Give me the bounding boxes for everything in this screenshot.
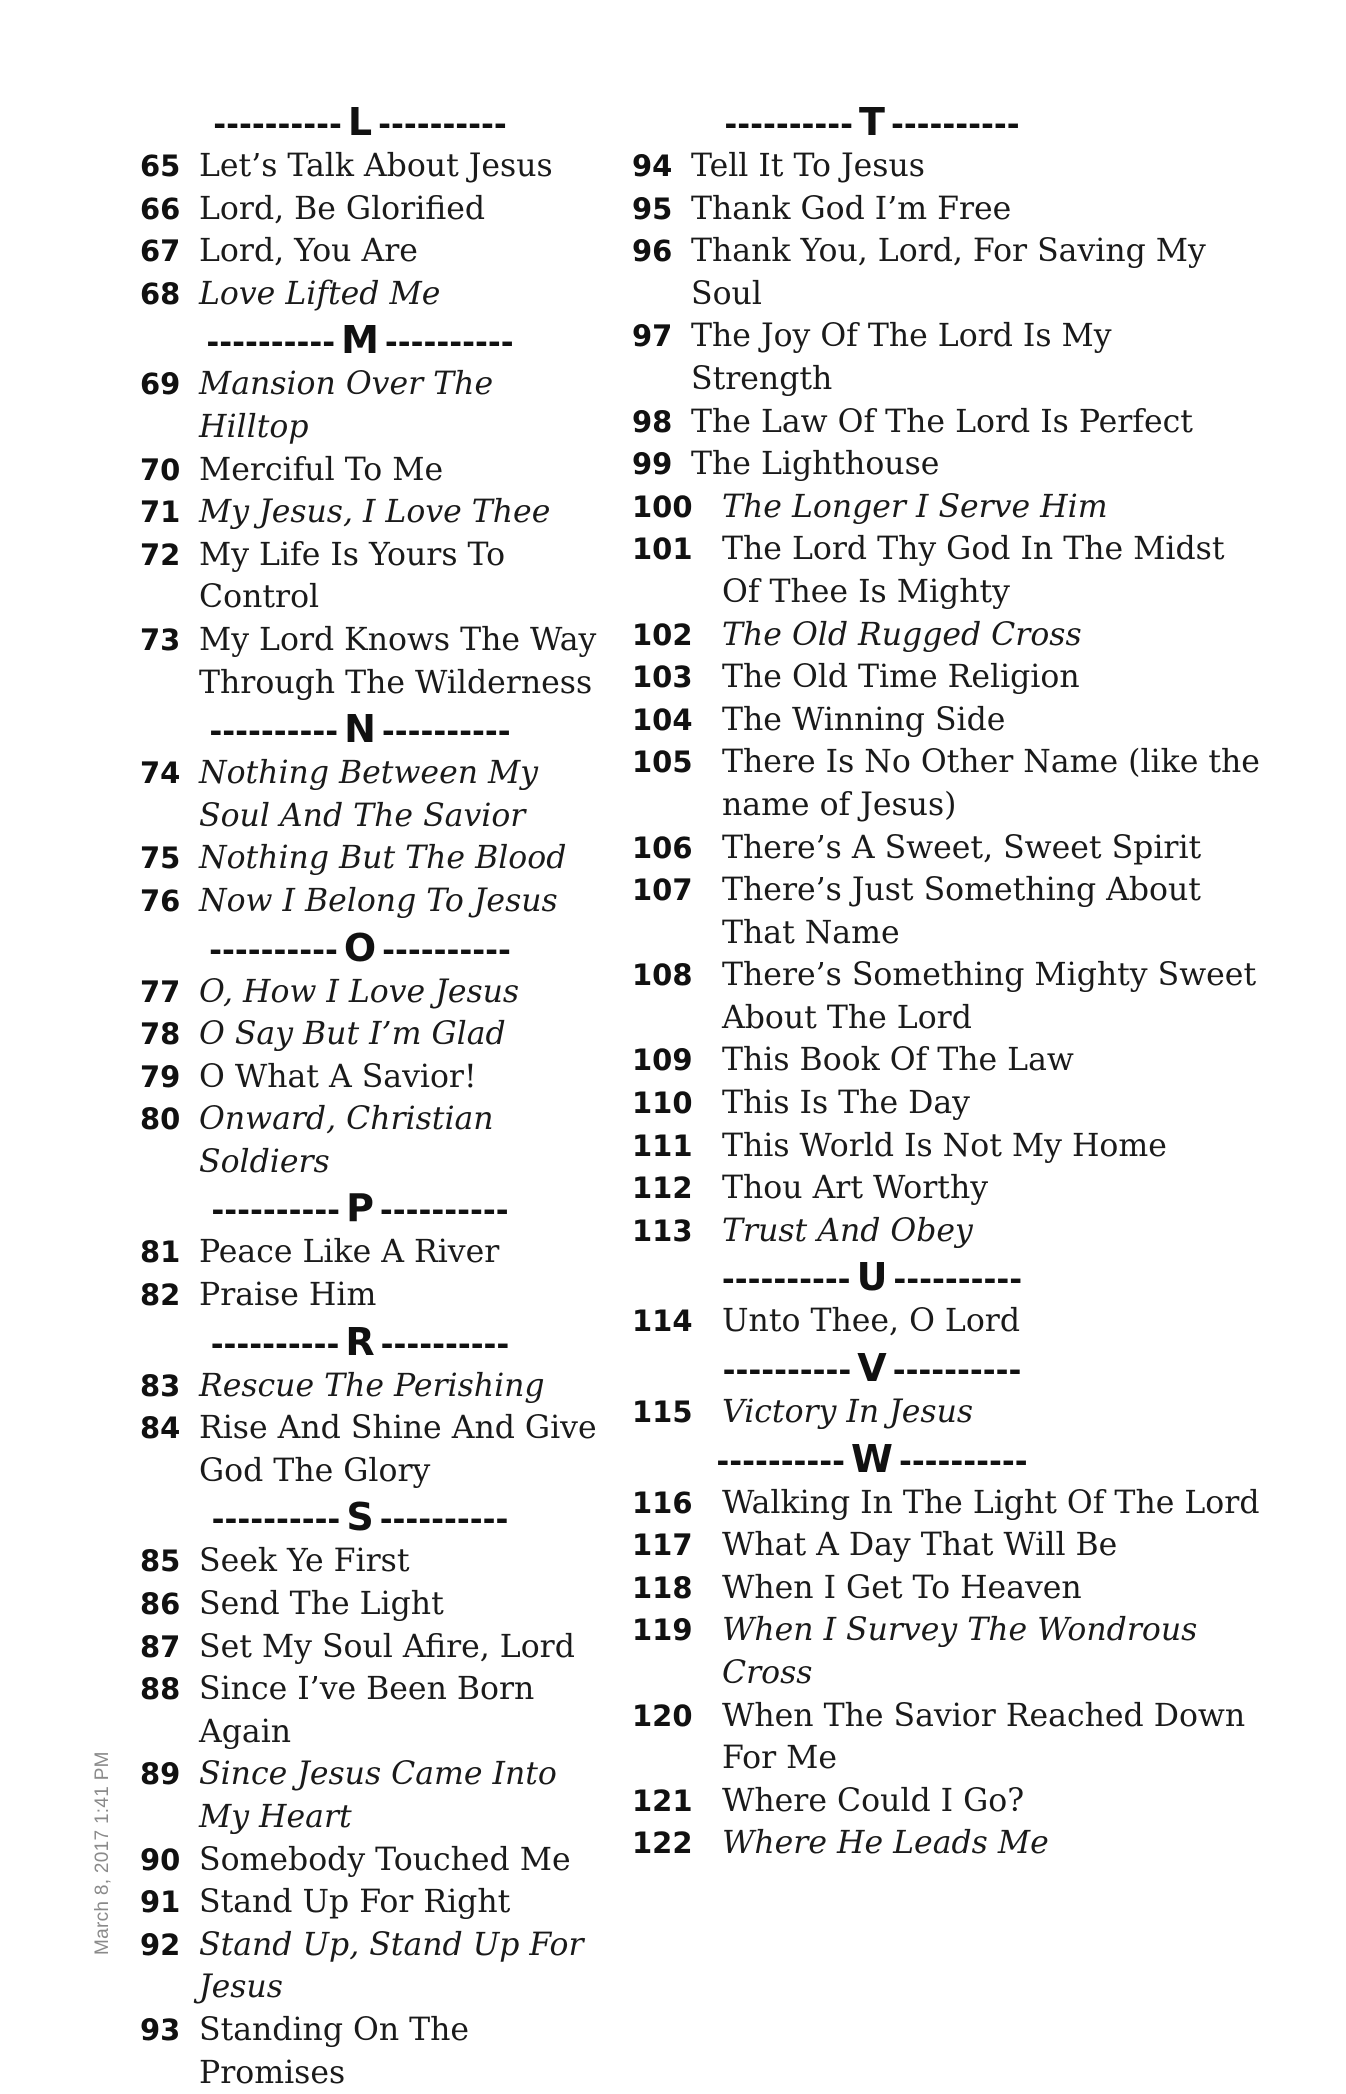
hymn-entry <box>632 401 1282 444</box>
hymn-title: My Lord Knows The Way Through The Wilderness <box>199 621 597 701</box>
hymn-number: 101 <box>632 532 693 567</box>
hymn-entry <box>140 752 610 837</box>
hymn-entry <box>632 741 1282 826</box>
hymn-number: 81 <box>140 1235 181 1270</box>
hymn-entry <box>632 486 1282 529</box>
heading-dashes-right: ---------- <box>892 1353 1022 1390</box>
heading-dashes-right: ---------- <box>890 107 1020 143</box>
hymn-title: Rescue The Perishing <box>199 1367 545 1404</box>
section-l <box>140 101 610 315</box>
section-heading <box>140 708 580 750</box>
hymn-title: This Is The Day <box>722 1085 970 1122</box>
heading-dashes-right: ---------- <box>381 714 511 751</box>
hymn-entry <box>632 1300 1282 1343</box>
hymn-title: O What A Savior! <box>199 1058 477 1095</box>
heading-dashes-left: ---------- <box>722 1353 852 1390</box>
hymn-number: 116 <box>632 1485 693 1520</box>
hymn-title: My Life Is Yours To Control <box>199 536 506 616</box>
hymn-title: Unto Thee, O Lord <box>722 1303 1021 1340</box>
heading-dashes-left: ---------- <box>724 107 854 143</box>
hymn-entry <box>140 971 610 1014</box>
hymn-title: Thou Art Worthy <box>722 1170 989 1207</box>
hymn-title: When I Survey The Wondrous Cross <box>722 1612 1198 1691</box>
hymn-entry <box>140 619 610 704</box>
hymn-number: 76 <box>140 883 181 918</box>
section-heading <box>632 1438 1112 1480</box>
hymn-entry <box>140 880 610 923</box>
hymn-title: Standing On The Promises <box>199 2011 470 2091</box>
hymn-number: 97 <box>632 319 673 354</box>
hymn-entry <box>632 699 1282 742</box>
section-letter: P <box>346 1186 374 1231</box>
hymn-entry <box>632 869 1282 954</box>
heading-dashes-right: ---------- <box>380 1326 510 1363</box>
hymn-title: When The Savior Reached Down For Me <box>722 1697 1246 1777</box>
hymn-title: There’s Just Something About That Name <box>722 872 1201 951</box>
hymn-title: Tell It To Jesus <box>691 148 925 184</box>
hymn-title: Where He Leads Me <box>722 1825 1049 1862</box>
hymn-entry <box>140 1924 610 2009</box>
hymn-number: 84 <box>140 1411 181 1446</box>
section-heading <box>140 1496 580 1538</box>
section-heading <box>140 101 580 143</box>
hymn-title: Victory In Jesus <box>722 1394 974 1431</box>
section-heading <box>140 1321 580 1363</box>
index-column-left <box>140 97 610 2094</box>
hymn-title: The Law Of The Lord Is Perfect <box>691 403 1193 440</box>
hymn-number: 114 <box>632 1304 693 1339</box>
hymn-title: Now I Belong To Jesus <box>199 882 558 919</box>
heading-dashes-right: ---------- <box>379 1502 509 1539</box>
hymn-title: Trust And Obey <box>722 1212 973 1249</box>
heading-dashes-left: ---------- <box>210 1326 340 1363</box>
hymn-number: 119 <box>632 1613 693 1648</box>
hymn-entry <box>140 1365 610 1408</box>
hymn-entry <box>140 1626 610 1669</box>
section-letter: S <box>346 1495 374 1540</box>
heading-dashes-left: ---------- <box>716 1443 846 1480</box>
section-r <box>140 1321 610 1493</box>
heading-dashes-right: ---------- <box>378 107 507 143</box>
section-letter: T <box>859 100 885 144</box>
hymn-entry <box>632 827 1282 870</box>
hymn-entry <box>140 1540 610 1583</box>
section-heading <box>632 101 1112 143</box>
heading-dashes-right: ---------- <box>893 1262 1023 1299</box>
hymn-title: Peace Like A River <box>199 1234 500 1271</box>
hymn-entry <box>632 528 1282 613</box>
hymn-number: 122 <box>632 1826 693 1861</box>
hymn-number: 69 <box>140 367 181 402</box>
section-v <box>632 1347 1282 1434</box>
hymn-title: Somebody Touched Me <box>199 1841 571 1878</box>
hymn-title: Merciful To Me <box>199 451 444 488</box>
hymn-entry <box>140 1274 610 1317</box>
heading-dashes-right: ---------- <box>384 325 514 362</box>
hymn-entry <box>140 1583 610 1626</box>
hymn-entry <box>632 1125 1282 1168</box>
section-letter: U <box>856 1255 888 1300</box>
hymn-title: My Jesus, I Love Thee <box>199 494 551 531</box>
hymn-title: Mansion Over The Hilltop <box>199 366 494 445</box>
hymn-number: 71 <box>140 495 181 530</box>
hymn-title: Praise Him <box>199 1277 377 1314</box>
section-s <box>140 1496 610 2094</box>
hymn-number: 107 <box>632 873 693 908</box>
section-m <box>140 319 610 704</box>
heading-dashes-left: ---------- <box>209 714 339 751</box>
hymn-title: Nothing Between My Soul And The Savior <box>199 755 539 834</box>
hymn-number: 83 <box>140 1368 181 1403</box>
hymn-number: 94 <box>632 149 673 183</box>
hymn-entry <box>632 1082 1282 1125</box>
hymn-entry <box>140 491 610 534</box>
hymn-title: This Book Of The Law <box>722 1042 1074 1079</box>
section-heading <box>140 1187 580 1229</box>
section-letter: L <box>347 100 373 144</box>
hymn-title: Nothing But The Blood <box>199 840 567 877</box>
hymn-entry <box>632 1167 1282 1210</box>
hymn-number: 79 <box>140 1059 181 1094</box>
section-w <box>632 1438 1282 1865</box>
hymn-number: 87 <box>140 1629 181 1664</box>
hymn-entry <box>140 145 610 188</box>
section-t <box>632 101 1282 1252</box>
hymn-title: Rise And Shine And Give God The Glory <box>199 1410 597 1489</box>
hymn-entry <box>632 954 1282 1039</box>
hymn-entry <box>632 1609 1282 1694</box>
hymn-entry <box>140 273 610 316</box>
hymn-title: The Joy Of The Lord Is My Strength <box>691 318 1112 397</box>
hymn-title: O Say But I’m Glad <box>199 1016 506 1053</box>
hymn-entry <box>632 1695 1282 1780</box>
hymn-title: Stand Up For Right <box>199 1884 511 1921</box>
section-heading <box>632 1347 1112 1389</box>
hymn-title: The Lighthouse <box>691 446 940 483</box>
hymn-number: 85 <box>140 1544 181 1579</box>
hymn-entry <box>632 656 1282 699</box>
section-letter: R <box>345 1319 375 1364</box>
hymn-entry <box>140 1098 610 1183</box>
hymn-title: When I Get To Heaven <box>722 1569 1082 1606</box>
hymn-entry <box>140 2009 610 2094</box>
hymn-entry <box>140 1056 610 1099</box>
hymn-entry <box>140 1668 610 1753</box>
hymn-entry <box>140 230 610 273</box>
hymn-title: Love Lifted Me <box>199 275 441 312</box>
hymn-number: 99 <box>632 447 673 482</box>
hymn-number: 111 <box>632 1128 693 1163</box>
heading-dashes-left: ---------- <box>213 107 342 143</box>
hymn-entry <box>140 363 610 448</box>
hymn-number: 100 <box>632 489 693 524</box>
hymn-number: 106 <box>632 830 693 865</box>
hymn-number: 90 <box>140 1842 181 1877</box>
hymn-number: 96 <box>632 234 673 269</box>
hymn-entry <box>632 443 1282 486</box>
hymn-title: What A Day That Will Be <box>722 1527 1118 1564</box>
hymn-number: 80 <box>140 1102 181 1137</box>
hymn-entry <box>140 188 610 231</box>
hymn-entry <box>632 1482 1282 1525</box>
heading-dashes-right: ---------- <box>379 1193 509 1230</box>
index-column-right <box>632 97 1282 1865</box>
section-heading <box>632 1256 1112 1298</box>
hymn-entry <box>140 1013 610 1056</box>
hymn-title: There Is No Other Name (like the name of Jesus) <box>722 744 1260 823</box>
hymn-number: 104 <box>632 702 693 737</box>
section-heading <box>140 927 580 969</box>
section-letter: O <box>343 925 377 970</box>
hymn-number: 67 <box>140 234 181 269</box>
hymn-entry <box>632 145 1282 188</box>
hymn-number: 109 <box>632 1043 693 1078</box>
hymn-title: There’s Something Mighty Sweet About The Lord <box>722 957 1257 1036</box>
hymn-number: 73 <box>140 622 181 657</box>
hymn-title: Stand Up, Stand Up For Jesus <box>199 1926 584 2006</box>
hymn-number: 118 <box>632 1570 693 1605</box>
hymn-entry <box>632 614 1282 657</box>
hymn-title: The Winning Side <box>722 701 1006 738</box>
hymn-entry <box>140 1881 610 1924</box>
heading-dashes-right: ---------- <box>898 1443 1028 1480</box>
hymn-entry <box>140 534 610 619</box>
hymn-number: 89 <box>140 1757 181 1792</box>
heading-dashes-right: ---------- <box>382 932 511 969</box>
hymn-number: 120 <box>632 1698 693 1733</box>
hymn-title: Walking In The Light Of The Lord <box>722 1484 1260 1521</box>
hymn-entry <box>632 1567 1282 1610</box>
hymn-number: 102 <box>632 617 693 652</box>
hymn-number: 108 <box>632 958 693 993</box>
hymn-title: The Longer I Serve Him <box>722 488 1108 525</box>
hymn-entry <box>632 1822 1282 1865</box>
section-letter: M <box>341 318 379 363</box>
hymn-title: There’s A Sweet, Sweet Spirit <box>722 829 1202 866</box>
hymn-title: The Lord Thy God In The Midst Of Thee Is Mighty <box>722 531 1225 610</box>
heading-dashes-left: ---------- <box>206 325 336 362</box>
hymn-entry <box>632 1039 1282 1082</box>
hymn-title: Since Jesus Came Into My Heart <box>199 1756 557 1835</box>
hymn-number: 88 <box>140 1672 181 1707</box>
hymn-number: 98 <box>632 404 673 439</box>
hymn-number: 92 <box>140 1927 181 1962</box>
hymn-number: 65 <box>140 149 181 183</box>
hymn-title: Since I’ve Been Born Again <box>199 1671 535 1750</box>
hymn-title: This World Is Not My Home <box>722 1127 1167 1164</box>
hymn-title: Lord, Be Glorified <box>199 190 486 227</box>
hymn-number: 115 <box>632 1395 693 1430</box>
hymn-number: 117 <box>632 1528 693 1563</box>
hymn-number: 95 <box>632 191 673 226</box>
hymn-title: Set My Soul Afire, Lord <box>199 1628 575 1665</box>
hymn-entry <box>632 1780 1282 1823</box>
section-letter: N <box>344 707 376 752</box>
section-u <box>632 1256 1282 1343</box>
hymn-title: Send The Light <box>199 1586 444 1623</box>
hymn-entry <box>632 188 1282 231</box>
heading-dashes-left: ---------- <box>209 932 338 969</box>
hymn-title: Seek Ye First <box>199 1543 410 1580</box>
hymn-number: 112 <box>632 1171 693 1206</box>
hymn-entry <box>632 315 1282 400</box>
print-date-stamp: March 8, 2017 1:41 PM <box>92 1751 113 1955</box>
hymn-number: 77 <box>140 974 181 1009</box>
hymn-number: 91 <box>140 1885 181 1920</box>
hymn-entry <box>140 1753 610 1838</box>
hymn-entry <box>140 837 610 880</box>
hymn-title: The Old Time Religion <box>722 659 1080 696</box>
heading-dashes-left: ---------- <box>211 1193 341 1230</box>
hymn-number: 86 <box>140 1587 181 1622</box>
hymn-number: 82 <box>140 1278 181 1313</box>
hymn-entry <box>140 449 610 492</box>
hymn-entry <box>140 1839 610 1882</box>
hymn-entry <box>632 1210 1282 1253</box>
hymn-title: The Old Rugged Cross <box>722 616 1082 653</box>
section-p <box>140 1187 610 1316</box>
hymn-title: Thank You, Lord, For Saving My Soul <box>691 233 1206 312</box>
section-n <box>140 708 610 922</box>
hymn-number: 70 <box>140 452 181 487</box>
hymn-number: 110 <box>632 1086 693 1121</box>
hymn-number: 72 <box>140 537 181 572</box>
hymn-number: 78 <box>140 1017 181 1052</box>
heading-dashes-left: ---------- <box>211 1502 341 1539</box>
hymn-title: O, How I Love Jesus <box>199 973 520 1010</box>
hymn-number: 68 <box>140 276 181 311</box>
section-letter: V <box>857 1346 887 1391</box>
hymn-number: 121 <box>632 1783 693 1818</box>
hymn-title: Onward, Christian Soldiers <box>199 1101 494 1180</box>
hymn-entry <box>632 1524 1282 1567</box>
hymn-number: 93 <box>140 2012 181 2047</box>
hymn-title: Let’s Talk About Jesus <box>199 148 553 184</box>
hymn-number: 74 <box>140 756 181 791</box>
section-o <box>140 927 610 1184</box>
hymn-title: Thank God I’m Free <box>691 190 1012 227</box>
hymn-title: Lord, You Are <box>199 233 418 270</box>
hymn-entry <box>140 1407 610 1492</box>
hymn-number: 113 <box>632 1213 693 1248</box>
hymn-entry <box>632 1391 1282 1434</box>
hymn-number: 105 <box>632 745 693 780</box>
hymn-entry <box>140 1231 610 1274</box>
section-heading <box>140 319 580 361</box>
heading-dashes-left: ---------- <box>721 1262 851 1299</box>
hymn-number: 103 <box>632 660 693 695</box>
hymn-number: 66 <box>140 191 181 226</box>
section-letter: W <box>851 1436 893 1481</box>
hymn-title: Where Could I Go? <box>722 1782 1025 1819</box>
hymn-number: 75 <box>140 841 181 876</box>
hymn-entry <box>632 230 1282 315</box>
